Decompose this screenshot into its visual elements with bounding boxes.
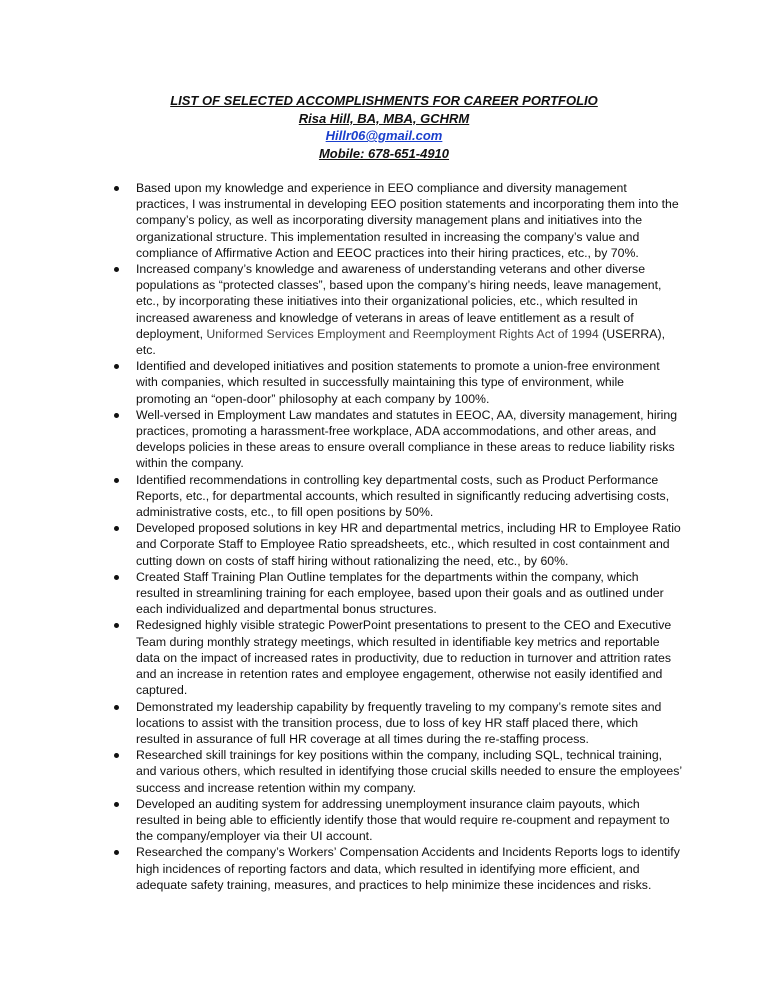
document-title: LIST OF SELECTED ACCOMPLISHMENTS FOR CAREER PORTFOLIO bbox=[170, 93, 598, 108]
list-item: Created Staff Training Plan Outline templates for the departments within the company, which resulted in streamlining training for each employee, based upon their goals and as outlined under each individualized and departmental bonus structures. bbox=[114, 569, 682, 618]
bullet-icon bbox=[114, 267, 119, 272]
list-item: Increased company’s knowledge and awareness of understanding veterans and other diverse populations as “protected classes”, based upon the company’s hiring needs, leave management, etc., by incorporating these initiatives into their organizational policies, etc., which resulted in increased awareness and knowledge of veterans in areas of leave entitlement as a result of deployment, Uniformed Services Employment and Reemployment Rights Act of 1994 (USERRA), etc. bbox=[114, 261, 682, 358]
list-item: Developed an auditing system for addressing unemployment insurance claim payouts, which resulted in being able to efficiently identify those that would require re-coupment and repayment to the company/employer via their UI account. bbox=[114, 796, 682, 845]
bullet-icon bbox=[114, 186, 119, 191]
list-item: Well-versed in Employment Law mandates and statutes in EEOC, AA, diversity management, hiring practices, promoting a harassment-free workplace, ADA accommodations, and other areas, and develops policies in these areas to ensure overall compliance in these areas to reduce liability risks within the company. bbox=[114, 407, 682, 472]
list-item: Based upon my knowledge and experience in EEO compliance and diversity management practices, I was instrumental in developing EEO position statements and incorporating them into the company’s policy, as well as incorporating diversity management plans and initiatives into the organizational structure. This implementation resulted in increasing the company’s value and compliance of Affirmative Action and EEOC practices into their hiring practices, etc., by 70%. bbox=[114, 180, 682, 261]
bullet-icon bbox=[114, 575, 119, 580]
list-item: Researched the company’s Workers’ Compensation Accidents and Incidents Reports logs to identify high incidences of reporting factors and data, which resulted in identifying more efficient, and adequate safety training, measures, and practices to help minimize these incidences and risks. bbox=[114, 844, 682, 893]
bullet-icon bbox=[114, 753, 119, 758]
accomplishments-list bbox=[114, 180, 682, 893]
author-name: Risa Hill, BA, MBA, GCHRM bbox=[298, 110, 470, 126]
bullet-icon bbox=[114, 526, 119, 531]
bullet-icon bbox=[114, 413, 119, 418]
bullet-icon bbox=[114, 705, 119, 710]
mobile-number: Mobile: 678-651-4910 bbox=[318, 145, 450, 161]
document-header bbox=[0, 92, 768, 162]
list-item: Demonstrated my leadership capability by frequently traveling to my company’s remote sites and locations to assist with the transition process, due to loss of key HR staff placed there, which resulted in assurance of full HR coverage at all times during the re-staffing process. bbox=[114, 699, 682, 748]
list-item: Developed proposed solutions in key HR and departmental metrics, including HR to Employee Ratio and Corporate Staff to Employee Ratio spreadsheets, etc., which resulted in cost containment and cutting down on costs of staff hiring without rationalizing the need, etc., by 60%. bbox=[114, 520, 682, 569]
bullet-icon bbox=[114, 802, 119, 807]
list-item: Researched skill trainings for key positions within the company, including SQL, technical training, and various others, which resulted in identifying those crucial skills needed to ensure the employees’ success and increase retention within my company. bbox=[114, 747, 682, 796]
bullet-icon bbox=[114, 850, 119, 855]
list-item: Redesigned highly visible strategic PowerPoint presentations to present to the CEO and Executive Team during monthly strategy meetings, which resulted in identifiable key metrics and reportable data on the impact of increased rates in productivity, due to reduction in turnover and attrition rates and an increase in retention rates and employee engagement, otherwise not easily identified and captured. bbox=[114, 617, 682, 698]
highlighted-act-name: Uniformed Services Employment and Reemployment Rights Act of 1994 bbox=[206, 326, 599, 341]
bullet-icon bbox=[114, 623, 119, 628]
email-link[interactable]: Hillr06@gmail.com bbox=[325, 128, 443, 143]
bullet-icon bbox=[114, 364, 119, 369]
bullet-icon bbox=[114, 478, 119, 483]
list-item: Identified and developed initiatives and position statements to promote a union-free environment with companies, which resulted in successfully maintaining this type of environment, while promoting an “open-door” philosophy at each company by 100%. bbox=[114, 358, 682, 407]
list-item: Identified recommendations in controlling key departmental costs, such as Product Performance Reports, etc., for departmental accounts, which resulted in significantly reducing advertising costs, administrative costs, etc., to fill open positions by 50%. bbox=[114, 472, 682, 521]
